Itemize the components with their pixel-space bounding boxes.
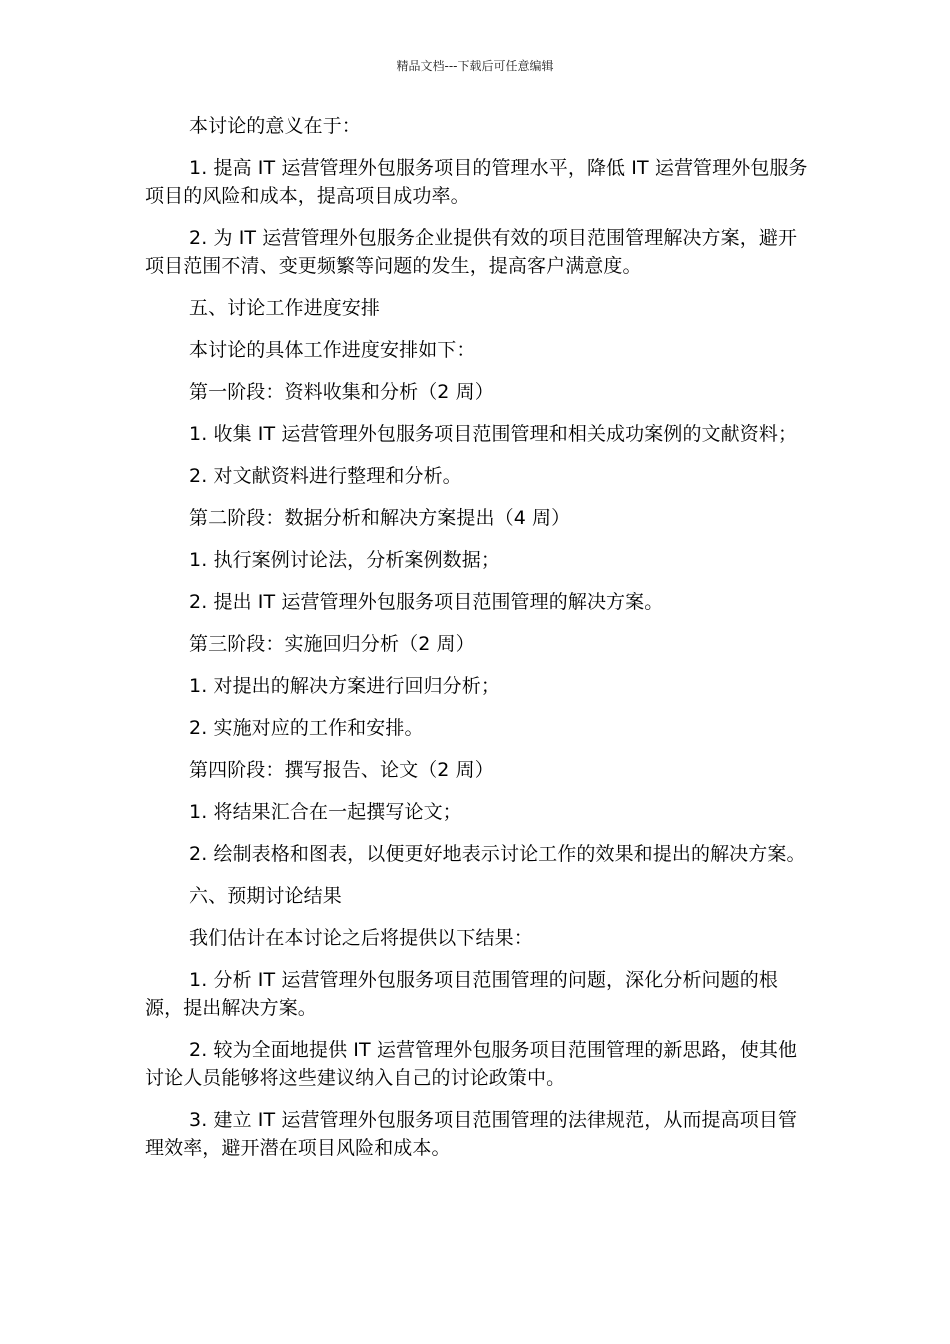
document-body <box>145 112 809 1176</box>
result-item-2: 2. 较为全面地提供 IT 运营管理外包服务项目范围管理的新思路，使其他讨论人员能够将这些建议纳入自己的讨论政策中。 <box>145 1039 798 1089</box>
result-item-3: 3. 建立 IT 运营管理外包服务项目范围管理的法律规范，从而提高项目管理效率，避开潜在项目风险和成本。 <box>145 1109 798 1159</box>
phase-3-heading: 第三阶段：实施回归分析（2 周） <box>189 633 475 655</box>
phase-1-heading: 第一阶段：资料收集和分析（2 周） <box>189 381 494 403</box>
phase-2-heading: 第二阶段：数据分析和解决方案提出（4 周） <box>189 507 571 529</box>
result-item-1: 1. 分析 IT 运营管理外包服务项目范围管理的问题，深化分析问题的根源，提出解决方案。 <box>145 969 778 1019</box>
paragraph-significance-2: 2. 为 IT 运营管理外包服务企业提供有效的项目范围管理解决方案，避开项目范围不清、变更频繁等问题的发生，提高客户满意度。 <box>145 227 798 277</box>
phase-4-item-2: 2. 绘制表格和图表，以便更好地表示讨论工作的效果和提出的解决方案。 <box>189 843 806 865</box>
paragraph-schedule-intro: 本讨论的具体工作进度安排如下： <box>189 339 476 361</box>
phase-3-item-1: 1. 对提出的解决方案进行回归分析； <box>189 675 500 697</box>
phase-1-item-1: 1. 收集 IT 运营管理外包服务项目范围管理和相关成功案例的文献资料； <box>189 423 798 445</box>
phase-3-item-2: 2. 实施对应的工作和安排。 <box>189 717 424 739</box>
paragraph-significance-intro: 本讨论的意义在于： <box>189 115 361 137</box>
paragraph-results-intro: 我们估计在本讨论之后将提供以下结果： <box>189 927 533 949</box>
section-heading-expected-results: 六、预期讨论结果 <box>189 885 342 907</box>
phase-2-item-2: 2. 提出 IT 运营管理外包服务项目范围管理的解决方案。 <box>189 591 664 613</box>
paragraph-significance-1: 1. 提高 IT 运营管理外包服务项目的管理水平，降低 IT 运营管理外包服务项目的风险和成本，提高项目成功率。 <box>145 157 808 207</box>
phase-4-heading: 第四阶段：撰写报告、论文（2 周） <box>189 759 494 781</box>
phase-2-item-1: 1. 执行案例讨论法，分析案例数据； <box>189 549 500 571</box>
section-heading-schedule: 五、讨论工作进度安排 <box>189 297 381 319</box>
phase-1-item-2: 2. 对文献资料进行整理和分析。 <box>189 465 462 487</box>
page-header: 精品文档---下载后可任意编辑 <box>396 59 554 73</box>
phase-4-item-1: 1. 将结果汇合在一起撰写论文； <box>189 801 462 823</box>
